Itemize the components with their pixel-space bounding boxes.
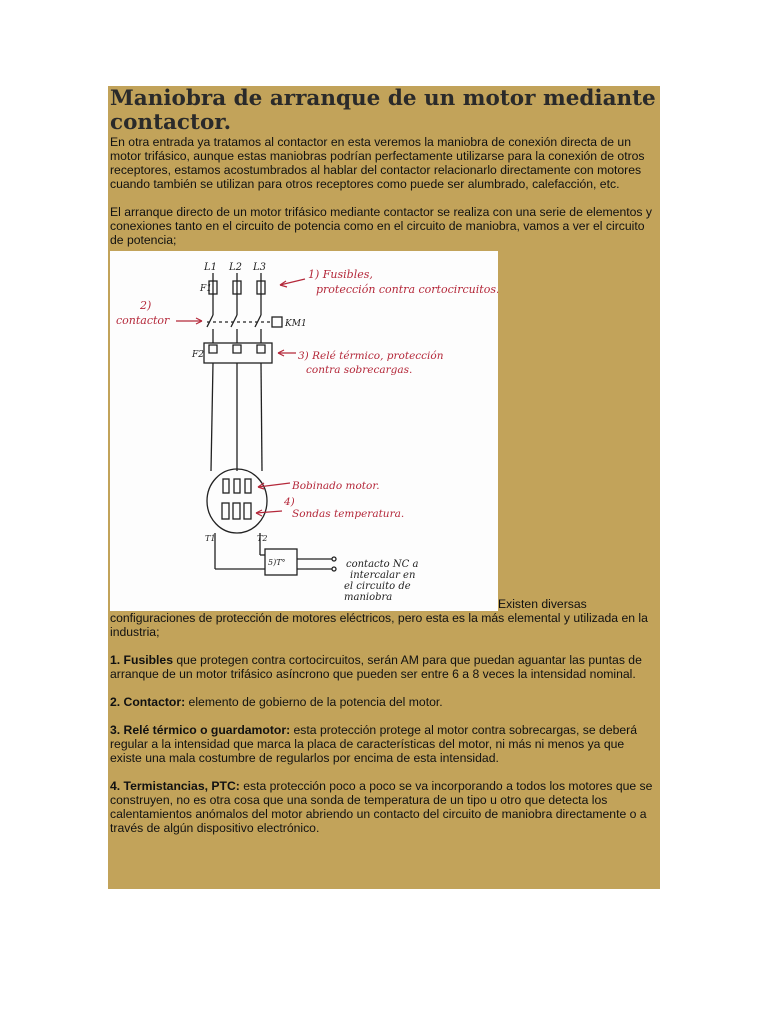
label-temp-sensor: 5)T° — [268, 558, 286, 567]
intro-paragraph: En otra entrada ya tratamos al contactor en esta veremos la maniobra de conexión directa de un motor trifásico, aunque estas maniobras podrían perfectamente utilizarse para la conexión de otros receptores, estamos acostumbrados al hablar del contactor relacionarlo directamente con motores cuando también se utilizan para otros receptores como puede ser alumbrado, calefacción, etc. — [110, 135, 645, 191]
label-f1: F1 — [200, 284, 212, 294]
label-f2: F2 — [192, 350, 204, 360]
item-text: que protegen contra cortocircuitos, serán AM para que puedan aguantar las puntas de arranque de un motor trifásico asíncrono que pueden ser entre 6 a 8 veces la intensidad nominal. — [110, 653, 642, 681]
item-text: esta protección poco a poco se va incorporando a todos los motores que se construyen, no es otra cosa que una sonda de temperatura de un tipo u otro que detecta los calentamientos anómalos del motor abriendo un contacto del circuito de maniobra directamente o a través de algún dispositivo electrónico. — [110, 779, 653, 835]
annotation-contacto-4: maniobra — [344, 592, 393, 603]
annotation-fusibles-2: protección contra cortocircuitos. — [316, 283, 498, 296]
annotation-rele-1: 3) Relé térmico, protección — [298, 350, 444, 362]
item-text: elemento de gobierno de la potencia del motor. — [185, 695, 443, 709]
label-t1: T1 — [205, 534, 216, 543]
label-km1: KM1 — [285, 319, 307, 329]
annotation-fusibles-1: 1) Fusibles, — [308, 268, 373, 281]
circuit-drawing — [110, 251, 498, 611]
item-label: 1. Fusibles — [110, 653, 173, 667]
item-rele-termico — [110, 723, 658, 765]
item-text: esta protección protege al motor contra sobrecargas, se deberá regular a la intensidad que marca la placa de características del motor, ni más ni menos ya que existe una mala costumbre de regularlos por encima de esta intensidad. — [110, 723, 638, 765]
annotation-bobinado: Bobinado motor. — [292, 480, 380, 492]
item-label: 3. Relé térmico o guardamotor: — [110, 723, 291, 737]
annotation-rele-2: contra sobrecargas. — [306, 364, 413, 376]
item-fusibles — [110, 653, 658, 681]
annotation-contacto-3: el circuito de — [344, 581, 411, 592]
annotation-sondas-1: 4) — [284, 496, 295, 508]
annotation-sondas-2: Sondas temperatura. — [292, 508, 405, 520]
annotation-contacto-2: intercalar en — [350, 570, 416, 581]
item-label: 4. Termistancias, PTC: — [110, 779, 240, 793]
label-t2: T2 — [257, 534, 268, 543]
after-figure-text: configuraciones de protección de motores eléctricos, pero esta es la más elemental y utilizada en la industria; — [110, 611, 648, 639]
annotation-contacto-1: contacto NC a — [346, 559, 419, 570]
item-contactor — [110, 695, 658, 709]
power-circuit-diagram — [110, 251, 498, 611]
after-figure-text-start: Existen diversas — [498, 597, 587, 611]
item-termistancias — [110, 779, 658, 835]
item-label: 2. Contactor: — [110, 695, 186, 709]
power-circuit-paragraph: El arranque directo de un motor trifásico mediante contactor se realiza con una serie de elementos y conexiones tanto en el circuito de potencia como en el circuito de maniobra, vamos a ver el circuito de potencia; — [110, 205, 652, 247]
label-l1: L1 — [204, 262, 218, 273]
label-l2: L2 — [229, 262, 243, 273]
document-page — [108, 86, 660, 889]
page-title: Maniobra de arranque de un motor mediante contactor. — [110, 86, 656, 135]
annotation-contactor-1: 2) — [140, 299, 152, 312]
label-l3: L3 — [253, 262, 267, 273]
annotation-contactor-2: contactor — [116, 314, 170, 327]
